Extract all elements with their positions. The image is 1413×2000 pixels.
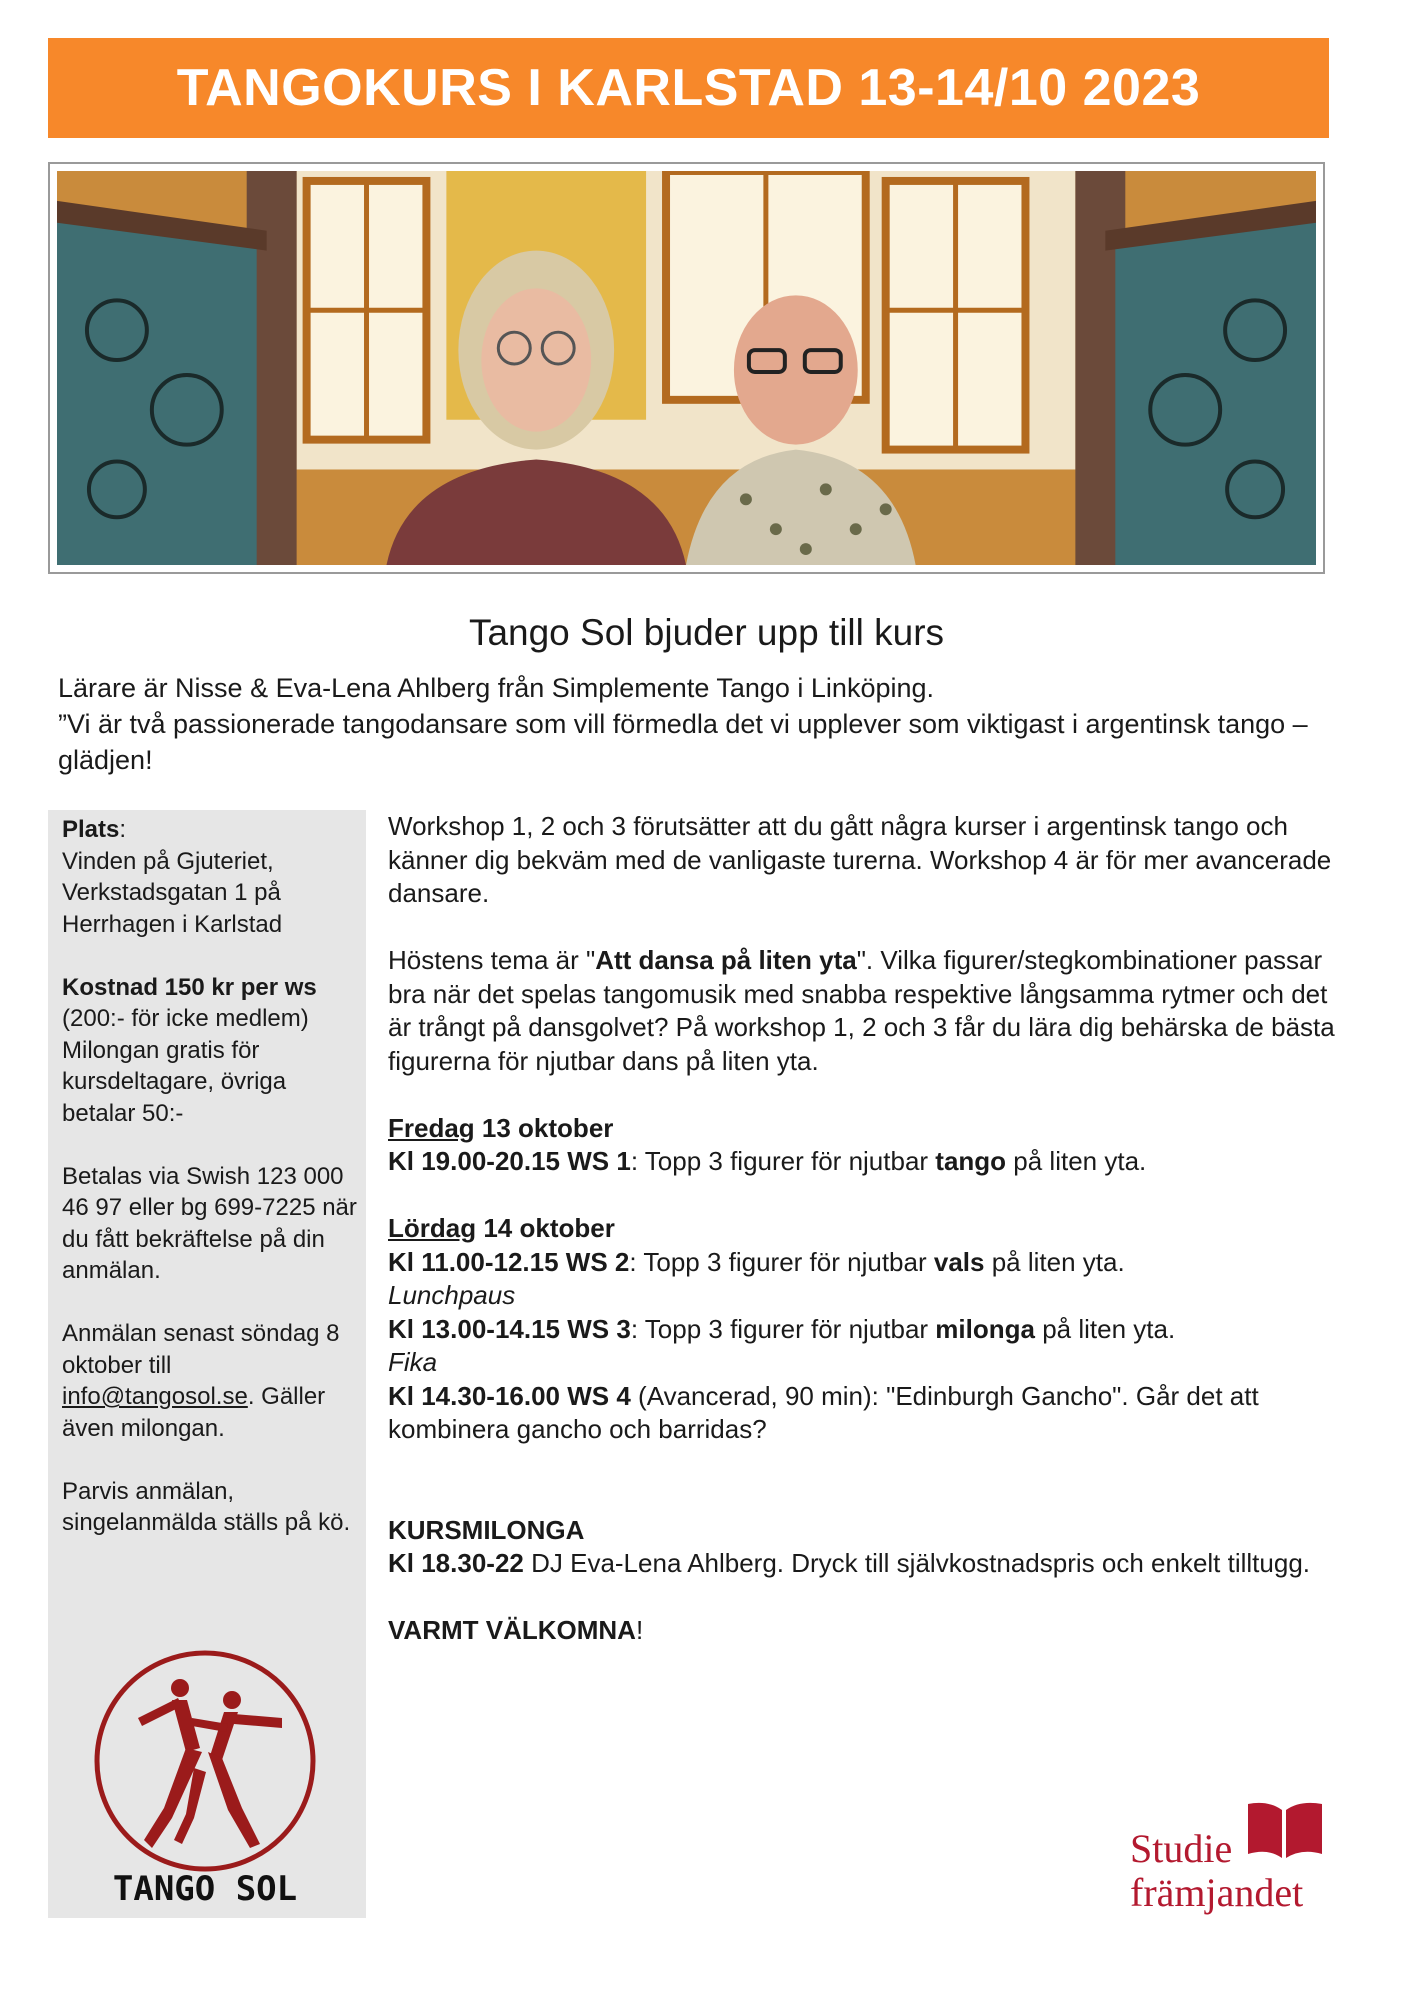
- welcome-text: VARMT VÄLKOMNA!: [388, 1615, 644, 1645]
- main-content: [388, 810, 1338, 1648]
- book-icon: [1248, 1803, 1322, 1858]
- place-block: Plats: Vinden på Gjuteriet, Verkstadsgatan 1 på Herrhagen i Karlstad: [62, 816, 283, 938]
- signup-block: Anmälan senast söndag 8 oktober till info@tangosol.se. Gäller även milongan.: [62, 1320, 340, 1442]
- teachers-photo: [57, 171, 1316, 565]
- cost-block: [62, 972, 358, 1130]
- logo-line-2: främjandet: [1130, 1870, 1304, 1915]
- cost-label: Kostnad 150 kr per ws: [62, 973, 317, 1001]
- place-label: Plats: [62, 816, 120, 843]
- photo-frame: [48, 162, 1325, 574]
- email-link[interactable]: info@tangosol.se: [62, 1383, 248, 1410]
- dancing-couple-icon: [97, 1653, 313, 1869]
- title-banner: [48, 38, 1329, 138]
- lunch-break: Lunchpaus: [388, 1280, 516, 1310]
- cost-text: (200:- för icke medlem) Milongan gratis för kursdeltagare, övriga betalar 50:-: [62, 1005, 309, 1127]
- studiefrämjandet-logo: [1130, 1800, 1330, 1920]
- friday-heading: Fredag 13 oktober: [388, 1112, 614, 1143]
- workshop-3: Kl 13.00-14.15 WS 3: Topp 3 figurer för njutbar milonga på liten yta.: [388, 1313, 1176, 1344]
- photo-illustration: [57, 171, 1316, 565]
- page-title: TANGOKURS I KARLSTAD 13-14/10 2023: [176, 59, 1201, 117]
- info-sidebar: [48, 810, 366, 1918]
- milonga-title: KURSMILONGA: [388, 1514, 585, 1545]
- workshop-4: Kl 14.30-16.00 WS 4 (Avancerad, 90 min): "Edinburgh Gancho". Går det att kombinera gancho och barridas?: [388, 1380, 1259, 1444]
- payment-text: Betalas via Swish 123 000 46 97 eller bg 699-7225 när du fått bekräftelse på din anmälan.: [62, 1162, 357, 1284]
- tango-sol-logo-text: TANGO SOL: [112, 1869, 298, 1909]
- intro-title: Tango Sol bjuder upp till kurs: [468, 612, 945, 653]
- place-text: Vinden på Gjuteriet, Verkstadsgatan 1 på Herrhagen i Karlstad: [62, 847, 283, 938]
- quote-line: ”Vi är två passionerade tangodansare som vill förmedla det vi upplever som viktigast i argentinsk tango – glädjen!: [58, 709, 1308, 775]
- fika-break: Fika: [388, 1347, 438, 1377]
- pairs-text: Parvis anmälan, singelanmälda ställs på kö.: [62, 1477, 351, 1536]
- workshop-1: Kl 19.00-20.15 WS 1: Topp 3 figurer för njutbar tango på liten yta.: [388, 1146, 1147, 1176]
- tango-sol-logo: [82, 1648, 328, 1910]
- workshop-2: Kl 11.00-12.15 WS 2: Topp 3 figurer för njutbar vals på liten yta.: [388, 1246, 1125, 1277]
- theme-text: Höstens tema är "Att dansa på liten yta". Vilka figurer/stegkombinationer passar bra när det spelas tangomusik med snabba respektive långsamma rytmer och det är trångt på dansgolvet? På workshop 1, 2 och 3 får du lära dig behärska de bästa figurerna för njutbar dans på liten yta.: [388, 945, 1335, 1076]
- teachers-line: Lärare är Nisse & Eva-Lena Ahlberg från Simplemente Tango i Linköping.: [58, 673, 935, 703]
- logo-line-1: Studie: [1130, 1826, 1233, 1871]
- prerequisite-text: Workshop 1, 2 och 3 förutsätter att du gått några kurser i argentinsk tango och känner dig bekväm med de vanligaste turerna. Workshop 4 är för mer avancerade dansare.: [388, 811, 1332, 908]
- intro-text: [58, 670, 1338, 778]
- saturday-heading: Lördag 14 oktober: [388, 1213, 615, 1243]
- milonga-text: Kl 18.30-22 DJ Eva-Lena Ahlberg. Dryck till självkostnadspris och enkelt tilltugg.: [388, 1548, 1311, 1578]
